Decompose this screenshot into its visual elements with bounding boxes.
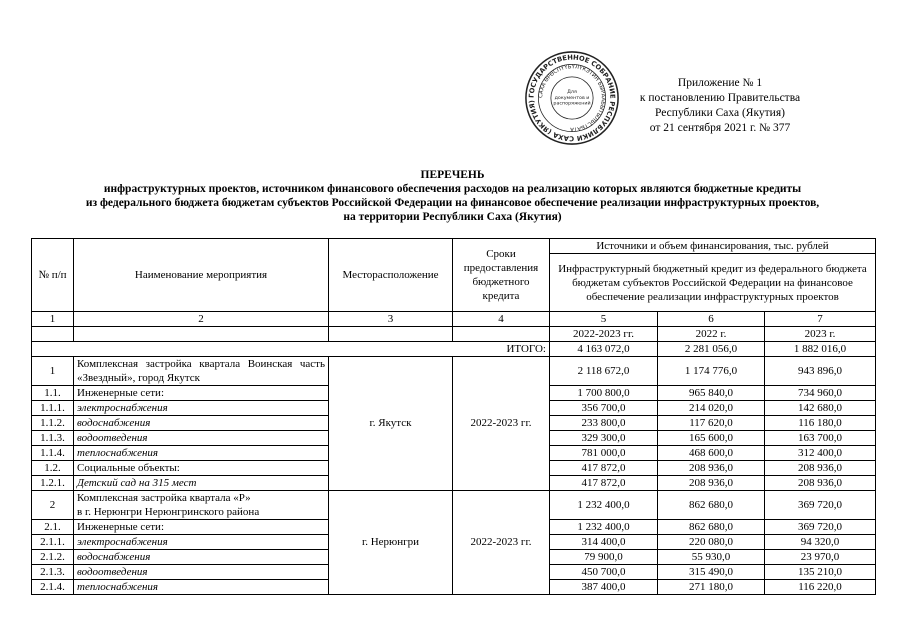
row-num: 1.1.2. [32, 416, 74, 431]
row-name [74, 491, 329, 520]
appendix-block [620, 76, 820, 136]
col-number: 6 [658, 312, 765, 327]
header-name: Наименование мероприятия [74, 239, 329, 312]
row-name: Комплексная застройка квартала Воинская часть «Звездный», город Якутск [74, 357, 329, 386]
row-num: 1.1.4. [32, 446, 74, 461]
terms-cell: 2022-2023 гг. [453, 491, 550, 595]
row-value: 781 000,0 [550, 446, 658, 461]
row-value: 417 872,0 [550, 461, 658, 476]
row-name: водоотведения [74, 565, 329, 580]
heading-line-3: из федерального бюджета бюджетам субъектов Российской Федерации на финансовое обеспечение реализации инфраструктурных проектов, [85, 197, 820, 209]
row-value: 163 700,0 [765, 431, 876, 446]
row-name-line: Комплексная застройка квартала «Р» [77, 492, 251, 504]
row-value: 417 872,0 [550, 476, 658, 491]
row-value: 450 700,0 [550, 565, 658, 580]
row-name: водоснабжения [74, 416, 329, 431]
appendix-line-4: от 21 сентября 2021 г. № 377 [649, 122, 791, 134]
row-value: 734 960,0 [765, 386, 876, 401]
row-num: 2.1.2. [32, 550, 74, 565]
location-cell: г. Якутск [329, 357, 453, 491]
location-cell: г. Нерюнгри [329, 491, 453, 595]
row-num: 1.2. [32, 461, 74, 476]
row-name: Инженерные сети: [74, 520, 329, 535]
row-value: 387 400,0 [550, 580, 658, 595]
row-value: 315 490,0 [658, 565, 765, 580]
heading-line-2: инфраструктурных проектов, источником финансового обеспечения расходов на реализацию которых являются бюджетные кредиты [103, 183, 802, 195]
appendix-line-1: Приложение № 1 [677, 77, 763, 89]
svg-text:Для: Для [567, 90, 577, 96]
terms-cell: 2022-2023 гг. [453, 357, 550, 491]
total-row [32, 342, 876, 357]
row-value: 23 970,0 [765, 550, 876, 565]
row-value: 965 840,0 [658, 386, 765, 401]
row-value: 862 680,0 [658, 491, 765, 520]
svg-text:ГОСУДАРСТВЕННОЕ СОБРАНИЕ РЕСПУ: ГОСУДАРСТВЕННОЕ СОБРАНИЕ РЕСПУБЛИКИ САХА (ЯКУТИЯ) [527, 53, 617, 143]
row-value: 271 180,0 [658, 580, 765, 595]
row-value: 220 080,0 [658, 535, 765, 550]
row-num: 1 [32, 357, 74, 386]
projects-table [31, 238, 876, 595]
period-cell: 2022-2023 гг. [550, 327, 658, 342]
col-number: 1 [32, 312, 74, 327]
svg-text:САХА ӨРӨСПҮҮБҮЛҮКЭТИН БЫРААБЫТ: САХА ӨРӨСПҮҮБҮЛҮКЭТИН БЫРААБЫТЫЛЬСТБАТА [538, 64, 606, 132]
official-seal [524, 50, 620, 146]
document-heading [0, 168, 905, 224]
header-row-1 [32, 239, 876, 254]
row-value: 117 620,0 [658, 416, 765, 431]
row-value: 1 174 776,0 [658, 357, 765, 386]
row-num: 1.1.1. [32, 401, 74, 416]
row-value: 165 600,0 [658, 431, 765, 446]
row-name: водоснабжения [74, 550, 329, 565]
row-name: Социальные объекты: [74, 461, 329, 476]
row-name: водоотведения [74, 431, 329, 446]
row-value: 369 720,0 [765, 520, 876, 535]
header-location: Месторасположение [329, 239, 453, 312]
period-cell: 2023 г. [765, 327, 876, 342]
period-cell: 2022 г. [658, 327, 765, 342]
row-value: 356 700,0 [550, 401, 658, 416]
col-number: 7 [765, 312, 876, 327]
row-name: электроснабжения [74, 401, 329, 416]
row-value: 329 300,0 [550, 431, 658, 446]
row-value: 314 400,0 [550, 535, 658, 550]
row-num: 2.1.4. [32, 580, 74, 595]
row-num: 2.1. [32, 520, 74, 535]
row-value: 312 400,0 [765, 446, 876, 461]
row-value: 94 320,0 [765, 535, 876, 550]
header-sources: Источники и объем финансирования, тыс. рублей [550, 239, 876, 254]
row-name-line: в г. Нерюнгри Нерюнгринского района [77, 506, 260, 518]
appendix-line-3: Республики Саха (Якутия) [655, 107, 785, 119]
header-terms: Сроки предоставления бюджетного кредита [453, 239, 550, 312]
row-num: 2.1.1. [32, 535, 74, 550]
row-name: Инженерные сети: [74, 386, 329, 401]
row-value: 214 020,0 [658, 401, 765, 416]
row-num: 2 [32, 491, 74, 520]
total-label: ИТОГО: [32, 342, 550, 357]
row-value: 116 180,0 [765, 416, 876, 431]
table-row [32, 491, 876, 520]
row-value: 55 930,0 [658, 550, 765, 565]
row-num: 1.2.1. [32, 476, 74, 491]
row-value: 943 896,0 [765, 357, 876, 386]
row-value: 208 936,0 [765, 461, 876, 476]
row-value: 862 680,0 [658, 520, 765, 535]
col-number: 4 [453, 312, 550, 327]
heading-title: ПЕРЕЧЕНЬ [420, 169, 485, 181]
header-credit: Инфраструктурный бюджетный кредит из федерального бюджета бюджетам субъектов Российской Федерации на финансовое обеспечение реализации инфраструктурных проектов [550, 254, 876, 312]
total-value: 2 281 056,0 [658, 342, 765, 357]
row-value: 79 900,0 [550, 550, 658, 565]
appendix-line-2: к постановлению Правительства [639, 92, 801, 104]
row-value: 208 936,0 [658, 476, 765, 491]
row-value: 2 118 672,0 [550, 357, 658, 386]
row-num: 2.1.3. [32, 565, 74, 580]
row-value: 1 232 400,0 [550, 491, 658, 520]
row-num: 1.1.3. [32, 431, 74, 446]
col-number: 3 [329, 312, 453, 327]
row-value: 142 680,0 [765, 401, 876, 416]
row-name: теплоснабжения [74, 446, 329, 461]
table-row [32, 357, 876, 386]
row-value: 116 220,0 [765, 580, 876, 595]
row-value: 233 800,0 [550, 416, 658, 431]
col-number: 5 [550, 312, 658, 327]
periods-row [32, 327, 876, 342]
row-name: теплоснабжения [74, 580, 329, 595]
svg-text:распоряжений: распоряжений [553, 101, 591, 107]
heading-line-4: на территории Республики Саха (Якутия) [343, 211, 562, 223]
row-name: Детский сад на 315 мест [74, 476, 329, 491]
row-name: электроснабжения [74, 535, 329, 550]
column-numbers-row [32, 312, 876, 327]
row-value: 369 720,0 [765, 491, 876, 520]
row-value: 1 700 800,0 [550, 386, 658, 401]
row-value: 208 936,0 [658, 461, 765, 476]
row-value: 1 232 400,0 [550, 520, 658, 535]
total-value: 4 163 072,0 [550, 342, 658, 357]
row-value: 135 210,0 [765, 565, 876, 580]
total-value: 1 882 016,0 [765, 342, 876, 357]
row-num: 1.1. [32, 386, 74, 401]
col-number: 2 [74, 312, 329, 327]
svg-text:документов и: документов и [554, 95, 590, 101]
row-value: 468 600,0 [658, 446, 765, 461]
row-value: 208 936,0 [765, 476, 876, 491]
header-num: № п/п [32, 239, 74, 312]
